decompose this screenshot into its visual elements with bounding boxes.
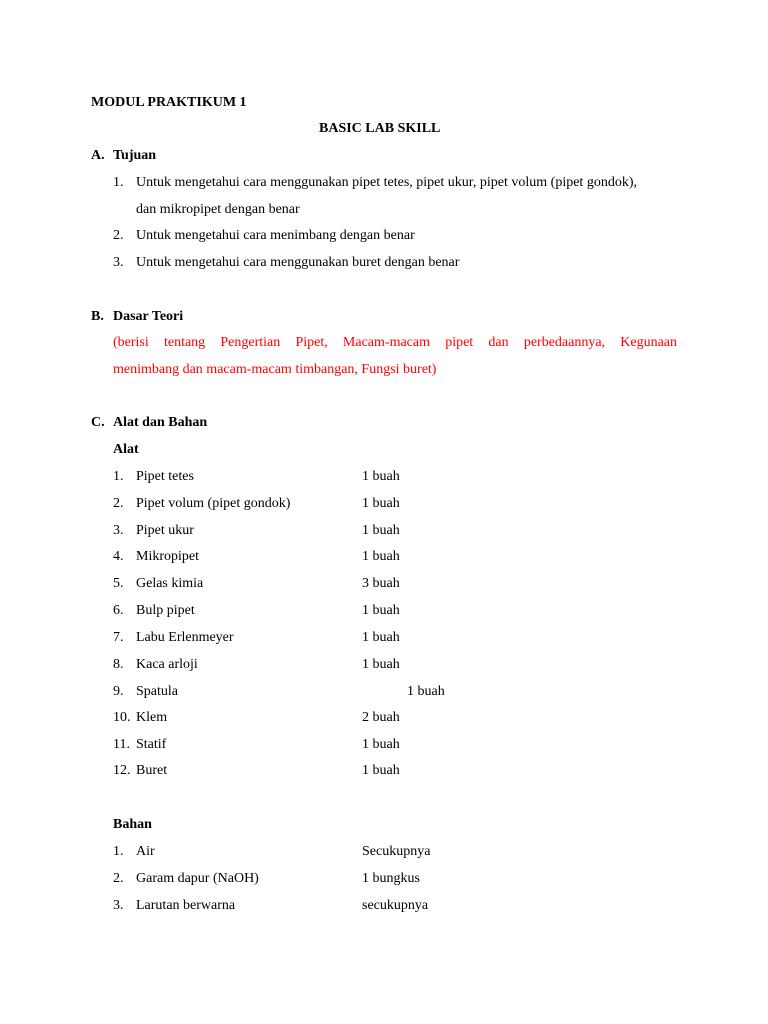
bahan-item-number: 2. [113,871,124,886]
bahan-item-quantity: Secukupnya [362,844,431,859]
alat-item-quantity: 3 buah [362,576,400,591]
alat-item-quantity: 1 buah [362,763,400,778]
alat-item-number: 1. [113,469,124,484]
alat-item-number: 2. [113,496,124,511]
tujuan-item-number: 3. [113,255,124,270]
bahan-item-quantity: 1 bungkus [362,871,420,886]
alat-item-number: 7. [113,630,124,645]
bahan-item-name: Garam dapur (NaOH) [136,871,259,886]
alat-item-quantity: 1 buah [362,469,400,484]
tujuan-item-text-continued: dan mikropipet dengan benar [136,202,300,217]
bahan-item-quantity: secukupnya [362,898,429,913]
module-title: MODUL PRAKTIKUM 1 [91,95,247,110]
tujuan-item-number: 2. [113,228,124,243]
alat-item-name: Pipet tetes [136,469,194,484]
alat-item-name: Statif [136,737,167,752]
alat-item-quantity: 1 buah [362,630,400,645]
alat-item-quantity: 1 buah [362,523,400,538]
alat-item-quantity: 1 buah [407,684,445,699]
bahan-heading: Bahan [113,817,152,832]
bahan-item-name: Larutan berwarna [136,898,236,913]
tujuan-item-text: Untuk mengetahui cara menimbang dengan benar [136,228,415,243]
alat-item-name: Pipet volum (pipet gondok) [136,496,291,511]
section-b-heading: Dasar Teori [113,309,184,324]
alat-item-name: Klem [136,710,168,725]
alat-item-quantity: 1 buah [362,737,400,752]
alat-item-name: Buret [136,763,168,778]
tujuan-item-number: 1. [113,175,124,190]
alat-item-number: 5. [113,576,124,591]
document-title: BASIC LAB SKILL [319,121,441,136]
alat-item-name: Mikropipet [136,549,199,564]
dasar-teori-note-line-1: (berisi tentang Pengertian Pipet, Macam-macam pipet dan perbedaannya, Kegunaan [113,335,677,350]
alat-item-name: Gelas kimia [136,576,204,591]
tujuan-item-text: Untuk mengetahui cara menggunakan buret dengan benar [136,255,460,270]
alat-item-number: 9. [113,684,124,699]
section-a-letter: A. [91,148,105,163]
bahan-item-name: Air [136,844,155,859]
alat-item-quantity: 1 buah [362,657,400,672]
alat-item-number: 11. [113,737,130,752]
alat-item-number: 10. [113,710,131,725]
alat-item-number: 12. [113,763,131,778]
alat-item-number: 3. [113,523,124,538]
bahan-item-number: 3. [113,898,124,913]
alat-item-number: 8. [113,657,124,672]
section-c-letter: C. [91,415,105,430]
alat-item-quantity: 1 buah [362,496,400,511]
alat-item-name: Kaca arloji [136,657,198,672]
tujuan-item-text: Untuk mengetahui cara menggunakan pipet tetes, pipet ukur, pipet volum (pipet gondok), [136,175,637,190]
alat-item-quantity: 1 buah [362,603,400,618]
alat-item-number: 4. [113,549,124,564]
dasar-teori-note-line-2: menimbang dan macam-macam timbangan, Fungsi buret) [113,362,437,377]
alat-item-name: Pipet ukur [136,523,194,538]
alat-heading: Alat [113,442,139,457]
section-a-heading: Tujuan [113,148,157,163]
alat-item-number: 6. [113,603,124,618]
alat-item-name: Bulp pipet [136,603,195,618]
bahan-item-number: 1. [113,844,124,859]
alat-item-quantity: 1 buah [362,549,400,564]
alat-item-name: Spatula [136,684,178,699]
section-b-letter: B. [91,309,104,324]
section-c-heading: Alat dan Bahan [113,415,208,430]
alat-item-name: Labu Erlenmeyer [136,630,234,645]
alat-item-quantity: 2 buah [362,710,400,725]
